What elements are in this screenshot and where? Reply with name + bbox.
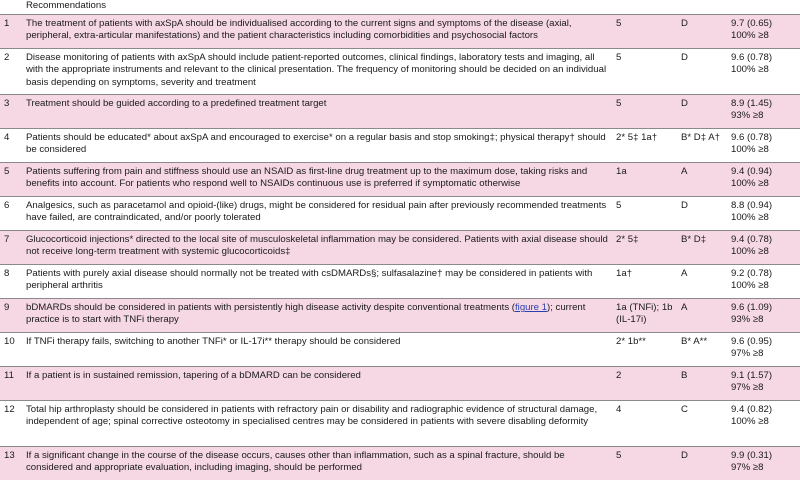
level-of-evidence: 2* 1b**: [616, 333, 681, 367]
recommendation-text: The treatment of patients with axSpA should be individualised according to the current signs and symptoms of the disease (axial, peripheral, extra-articular manifestations) and the patient characteristics including comorbidities and psychosocial factors: [26, 15, 616, 49]
figure-1-link[interactable]: figure 1: [515, 302, 548, 314]
table-row: [0, 15, 800, 49]
level-of-evidence: 5: [616, 15, 681, 49]
recommendation-text: If a significant change in the course of the disease occurs, causes other than inflammation, such as a spinal fracture, should be considered and appropriate evaluation, including imaging, should be performed: [26, 447, 616, 480]
table-row: [0, 447, 800, 480]
table-row: [0, 163, 800, 197]
level-of-evidence: 2* 5‡ 1a†: [616, 129, 681, 163]
level-of-evidence: 1a (TNFi); 1b (IL-17i): [616, 299, 681, 333]
level-of-evidence: 2: [616, 367, 681, 401]
agreement-mean: 8.9 (1.45): [731, 98, 773, 110]
agreement-mean: 9.4 (0.82): [731, 404, 773, 416]
agreement-percent: 97% ≥8: [731, 382, 764, 394]
agreement-mean: 9.1 (1.57): [731, 370, 773, 382]
grade-of-recommendation: A: [681, 299, 731, 333]
row-number: 9: [0, 299, 26, 333]
level-of-evidence: 4: [616, 401, 681, 447]
agreement-mean: 9.6 (0.95): [731, 336, 773, 348]
grade-of-recommendation: D: [681, 447, 731, 480]
table-row: [0, 49, 800, 95]
table-row: [0, 95, 800, 129]
agreement-percent: 97% ≥8: [731, 348, 764, 360]
table-row: [0, 299, 800, 333]
level-of-agreement: [731, 401, 800, 447]
level-of-agreement: [731, 15, 800, 49]
table-row: [0, 401, 800, 447]
level-of-agreement: [731, 299, 800, 333]
grade-of-recommendation: A: [681, 265, 731, 299]
agreement-percent: 100% ≥8: [731, 64, 769, 76]
agreement-mean: 9.6 (0.78): [731, 132, 773, 144]
row-number: 3: [0, 95, 26, 129]
recommendation-text: If TNFi therapy fails, switching to another TNFi* or IL-17i** therapy should be considered: [26, 333, 616, 367]
level-of-evidence: 5: [616, 49, 681, 95]
recommendation-text: Treatment should be guided according to a predefined treatment target: [26, 95, 616, 129]
recommendation-text: If a patient is in sustained remission, tapering of a bDMARD can be considered: [26, 367, 616, 401]
recommendation-text: Patients should be educated* about axSpA and encouraged to exercise* on a regular basis and stop smoking‡; physical therapy† should be considered: [26, 129, 616, 163]
agreement-percent: 97% ≥8: [731, 462, 764, 474]
grade-of-recommendation: B* D‡ A†: [681, 129, 731, 163]
level-of-evidence: 5: [616, 95, 681, 129]
level-of-agreement: [731, 95, 800, 129]
table-row: [0, 265, 800, 299]
recommendation-text: Patients suffering from pain and stiffness should use an NSAID as first-line drug treatment up to the maximum dose, taking risks and benefits into account. For patients who respond well to NSAIDs continuous use is preferred if symptomatic otherwise: [26, 163, 616, 197]
level-of-agreement: [731, 231, 800, 265]
level-of-evidence: 5: [616, 447, 681, 480]
level-of-agreement: [731, 447, 800, 480]
level-of-evidence: 1a†: [616, 265, 681, 299]
row-number: 12: [0, 401, 26, 447]
agreement-percent: 100% ≥8: [731, 144, 769, 156]
agreement-mean: 9.6 (0.78): [731, 52, 773, 64]
level-of-agreement: [731, 49, 800, 95]
grade-of-recommendation: C: [681, 401, 731, 447]
recommendation-text: Analgesics, such as paracetamol and opioid-(like) drugs, might be considered for residual pain after previously recommended treatments have failed, are contraindicated, and/or poorly tolerated: [26, 197, 616, 231]
recommendation-text: Disease monitoring of patients with axSpA should include patient-reported outcomes, clinical findings, laboratory tests and imaging, all with the appropriate instruments and relevant to the clinical presentation. The frequency of monitoring should be decided on an individual basis depending on symptoms, severity and treatment: [26, 49, 616, 95]
agreement-mean: 9.6 (1.09): [731, 302, 773, 314]
agreement-percent: 100% ≥8: [731, 30, 769, 42]
row-number: 11: [0, 367, 26, 401]
row-number: 10: [0, 333, 26, 367]
level-of-agreement: [731, 129, 800, 163]
row-number: 13: [0, 447, 26, 480]
agreement-mean: 9.9 (0.31): [731, 450, 773, 462]
grade-of-recommendation: B* D‡: [681, 231, 731, 265]
grade-of-recommendation: D: [681, 95, 731, 129]
table-header-row: [0, 0, 800, 15]
agreement-mean: 9.4 (0.78): [731, 234, 773, 246]
level-of-agreement: [731, 367, 800, 401]
row-number: 4: [0, 129, 26, 163]
level-of-evidence: 1a: [616, 163, 681, 197]
header-recommendations: Recommendations: [26, 0, 106, 11]
agreement-percent: 100% ≥8: [731, 246, 769, 258]
level-of-agreement: [731, 265, 800, 299]
recommendation-text-start: bDMARDs should be considered in patients with persistently high disease activity despite conventional treatments (: [26, 302, 516, 314]
grade-of-recommendation: B* A**: [681, 333, 731, 367]
table-row: [0, 129, 800, 163]
level-of-evidence: 2* 5‡: [616, 231, 681, 265]
agreement-mean: 9.4 (0.94): [731, 166, 773, 178]
level-of-agreement: [731, 333, 800, 367]
agreement-percent: 100% ≥8: [731, 212, 769, 224]
table-row: [0, 333, 800, 367]
row-number: 6: [0, 197, 26, 231]
table-row: [0, 231, 800, 265]
level-of-agreement: [731, 163, 800, 197]
recommendation-text: Patients with purely axial disease should normally not be treated with csDMARDs§; sulfasalazine† may be considered in patients with peripheral arthritis: [26, 265, 616, 299]
level-of-agreement: [731, 197, 800, 231]
grade-of-recommendation: A: [681, 163, 731, 197]
agreement-percent: 100% ≥8: [731, 280, 769, 292]
grade-of-recommendation: D: [681, 15, 731, 49]
agreement-mean: 8.8 (0.94): [731, 200, 773, 212]
agreement-percent: 100% ≥8: [731, 178, 769, 190]
row-number: 8: [0, 265, 26, 299]
recommendation-text: Glucocorticoid injections* directed to the local site of musculoskeletal inflammation may be considered. Patients with axial disease should not receive long-term treatment with systemic glucocorticoids‡: [26, 231, 616, 265]
agreement-mean: 9.7 (0.65): [731, 18, 773, 30]
level-of-evidence: 5: [616, 197, 681, 231]
recommendation-text: [26, 299, 616, 333]
header-cell: [0, 0, 26, 15]
table-row: [0, 197, 800, 231]
row-number: 1: [0, 15, 26, 49]
recommendation-text-end: ); current practice is to start with TNFi therapy: [26, 302, 586, 326]
agreement-percent: 93% ≥8: [731, 314, 764, 326]
grade-of-recommendation: D: [681, 197, 731, 231]
row-number: 2: [0, 49, 26, 95]
agreement-percent: 100% ≥8: [731, 416, 769, 428]
table-row: [0, 367, 800, 401]
recommendation-text: Total hip arthroplasty should be considered in patients with refractory pain or disability and radiographic evidence of structural damage, independent of age; spinal corrective osteotomy in specialised centres may be considered in patients with severe disabling deformity: [26, 401, 616, 447]
grade-of-recommendation: D: [681, 49, 731, 95]
row-number: 7: [0, 231, 26, 265]
agreement-percent: 93% ≥8: [731, 110, 764, 122]
row-number: 5: [0, 163, 26, 197]
grade-of-recommendation: B: [681, 367, 731, 401]
agreement-mean: 9.2 (0.78): [731, 268, 773, 280]
